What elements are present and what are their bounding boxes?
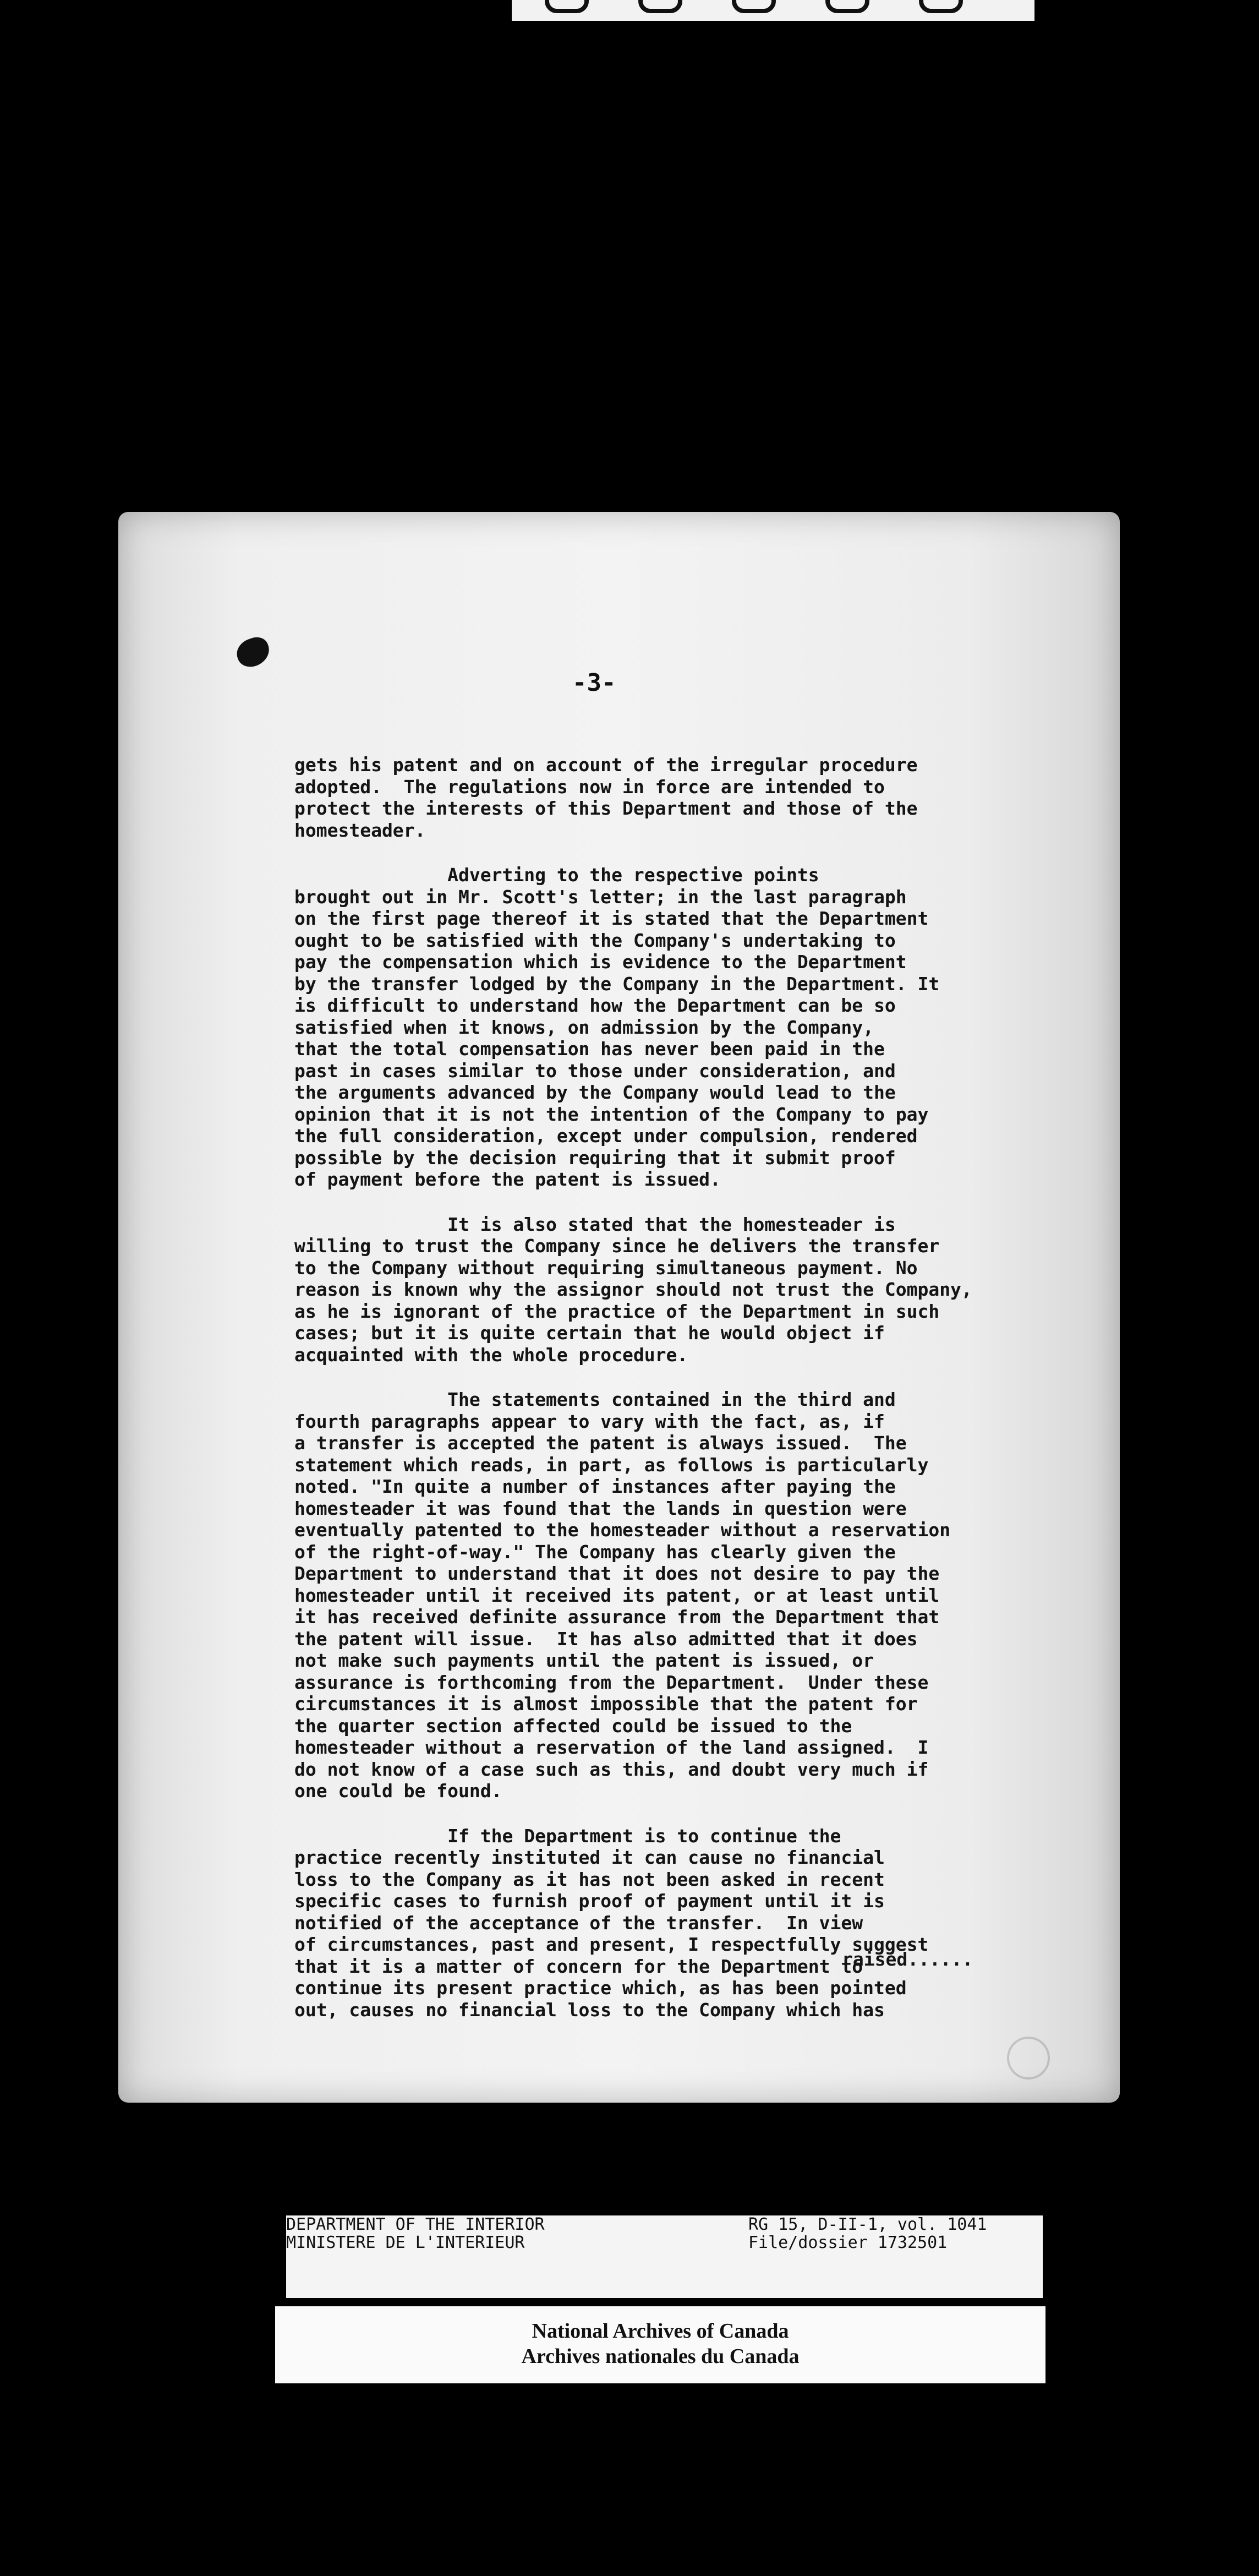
archives-name-label	[275, 2306, 1045, 2383]
text-line: that it is a matter of concern for the Department to	[294, 1955, 863, 1977]
paragraph	[294, 864, 1059, 1191]
text-line: protect the interests of this Department and those of the	[294, 798, 918, 819]
text-line: of circumstances, past and present, I respectfully suggest	[294, 1934, 929, 1955]
text-line: as he is ignorant of the practice of the Department in such	[294, 1300, 940, 1322]
text-line: noted. "In quite a number of instances after paying the	[294, 1476, 896, 1497]
record-group: RG 15, D-II-1, vol. 1041	[748, 2215, 987, 2234]
text-line: brought out in Mr. Scott's letter; in the last paragraph	[294, 886, 907, 908]
continuation-word: raised......	[842, 1949, 973, 1970]
text-line: on the first page thereof it is stated that the Department	[294, 908, 929, 929]
text-line: out, causes no financial loss to the Company which has	[294, 1999, 885, 2021]
text-line: is difficult to understand how the Department can be so	[294, 995, 896, 1016]
text-line: acquainted with the whole procedure.	[294, 1344, 688, 1366]
text-line: notified of the acceptance of the transfer. In view	[294, 1912, 863, 1934]
text-line: possible by the decision requiring that it submit proof	[294, 1147, 896, 1169]
text-line: practice recently instituted it can cause no financial	[294, 1847, 885, 1868]
text-line: the arguments advanced by the Company would lead to the	[294, 1082, 896, 1103]
text-line: past in cases similar to those under consideration, and	[294, 1060, 896, 1082]
stain-mark	[1007, 2037, 1050, 2080]
text-line: statement which reads, in part, as follows is particularly	[294, 1454, 929, 1476]
text-line: not make such payments until the patent is issued, or	[294, 1650, 874, 1671]
text-line: The statements contained in the third and	[294, 1389, 896, 1410]
text-line: adopted. The regulations now in force are intended to	[294, 776, 885, 798]
film-strip-marks	[512, 0, 1034, 21]
text-line: gets his patent and on account of the irregular procedure	[294, 754, 918, 776]
text-line: Adverting to the respective points	[294, 864, 819, 886]
file-number: File/dossier 1732501	[748, 2233, 948, 2252]
text-line: willing to trust the Company since he delivers the transfer	[294, 1235, 940, 1257]
text-line: fourth paragraphs appear to vary with the fact, as, if	[294, 1410, 885, 1432]
archive-reference-label	[286, 2215, 1043, 2298]
paragraph	[294, 1825, 1059, 2021]
department-names	[286, 2215, 545, 2252]
paragraph	[294, 1214, 1059, 1366]
letter-body	[294, 754, 1059, 2044]
film-mark	[825, 0, 869, 13]
text-line: pay the compensation which is evidence to the Department	[294, 951, 907, 973]
text-line: assurance is forthcoming from the Department. Under these	[294, 1671, 929, 1693]
film-mark	[545, 0, 589, 13]
text-line: If the Department is to continue the	[294, 1825, 841, 1847]
paragraph	[294, 754, 1059, 841]
text-line: specific cases to furnish proof of payment until it is	[294, 1890, 885, 1912]
text-line: ought to be satisfied with the Company's undertaking to	[294, 929, 896, 951]
archives-name-en: National Archives of Canada	[532, 2320, 789, 2343]
text-line: Department to understand that it does not desire to pay the	[294, 1563, 940, 1584]
text-line: by the transfer lodged by the Company in the Department. It	[294, 973, 940, 995]
file-reference	[748, 2215, 987, 2252]
text-line: the quarter section affected could be issued to the	[294, 1715, 852, 1737]
text-line: of the right-of-way." The Company has clearly given the	[294, 1541, 896, 1563]
text-line: circumstances it is almost impossible that the patent for	[294, 1693, 918, 1715]
text-line: cases; but it is quite certain that he would object if	[294, 1322, 885, 1344]
film-mark	[732, 0, 776, 13]
text-line: reason is known why the assignor should not trust the Company,	[294, 1279, 972, 1300]
text-line: the patent will issue. It has also admitted that it does	[294, 1628, 918, 1650]
text-line: of payment before the patent is issued.	[294, 1169, 721, 1190]
text-line: satisfied when it knows, on admission by the Company,	[294, 1016, 874, 1038]
page-number: -3-	[572, 669, 616, 697]
text-line: to the Company without requiring simultaneous payment. No	[294, 1257, 918, 1279]
text-line: it has received definite assurance from the Department that	[294, 1606, 940, 1628]
department-fr: MINISTERE DE L'INTERIEUR	[286, 2233, 525, 2252]
text-line: homesteader without a reservation of the land assigned. I	[294, 1737, 929, 1758]
text-line: a transfer is accepted the patent is always issued. The	[294, 1432, 907, 1454]
text-line: homesteader until it received its patent, or at least until	[294, 1584, 940, 1606]
department-en: DEPARTMENT OF THE INTERIOR	[286, 2215, 545, 2234]
film-mark	[638, 0, 682, 13]
paragraph	[294, 1389, 1059, 1802]
text-line: continue its present practice which, as has been pointed	[294, 1977, 907, 1999]
text-line: homesteader it was found that the lands in question were	[294, 1497, 907, 1519]
text-line: loss to the Company as it has not been asked in recent	[294, 1868, 885, 1890]
text-line: that the total compensation has never been paid in the	[294, 1038, 885, 1060]
text-line: eventually patented to the homesteader without a reservation	[294, 1519, 951, 1541]
text-line: the full consideration, except under compulsion, rendered	[294, 1125, 918, 1147]
archives-name-fr: Archives nationales du Canada	[521, 2345, 800, 2368]
text-line: It is also stated that the homesteader is	[294, 1213, 896, 1235]
text-line: homesteader.	[294, 819, 426, 841]
text-line: do not know of a case such as this, and doubt very much if	[294, 1758, 929, 1780]
text-line: one could be found.	[294, 1780, 502, 1802]
text-line: opinion that it is not the intention of the Company to pay	[294, 1103, 929, 1125]
film-mark	[919, 0, 963, 13]
